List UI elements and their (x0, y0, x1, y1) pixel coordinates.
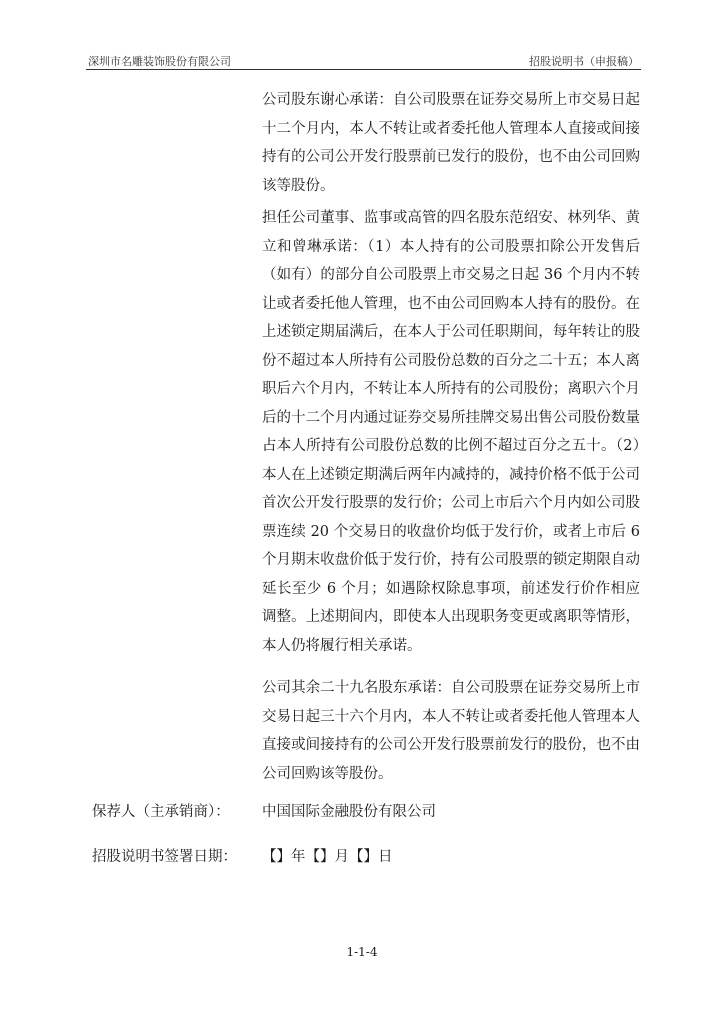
paragraph-shareholder-xiexin: 公司股东谢心承诺：自公司股票在证券交易所上市交易日起十二个月内，本人不转让或者委托他人管理本人直接或间接持有的公司公开发行股票前已发行的股份，也不由公司回购该等股份。 (262, 92, 640, 194)
paragraph-other-shareholders: 公司其余二十九名股东承诺：自公司股票在证券交易所上市交易日起三十六个月内，本人不转让或者委托他人管理本人直接或间接持有的公司公开发行股票前发行的股份，也不由公司回购该等股份。 (262, 680, 640, 782)
sponsor-value: 中国国际金融股份有限公司 (262, 804, 436, 820)
signing-date-value: 【】年【】月【】日 (262, 849, 393, 865)
signing-date-label: 招股说明书签署日期： (92, 849, 237, 865)
header-document-title: 招股说明书（申报稿） (529, 55, 639, 68)
header-company-name: 深圳市名雕装饰股份有限公司 (88, 55, 231, 68)
page-number: 1-1-4 (346, 945, 378, 959)
paragraph-director-shareholders: 担任公司董事、监事或高管的四名股东范绍安、林列华、黄立和曾琳承诺：（1）本人持有的公司股票扣除公开发售后（如有）的部分自公司股票上市交易之日起 36 个月内不转让或者委托他人管理，也不由公司回购本人持有的股份。在上述锁定期届满后，在本人于公司任职期间，每年转让的股份不超过本人所持有公司股份总数的百分之二十五；本人离职后六个月内，不转让本人所持有的公司股份；离职六个月后的十二个月内通过证券交易所挂牌交易出售公司股份数量占本人所持有公司股份总数的比例不超过百分之五十。（2）本人在上述锁定期满后两年内减持的，减持价格不低于公司首次公开发行股票的发行价；公司上市后六个月内如公司股票连续 20 个交易日的收盘价均低于发行价，或者上市后 6 个月期末收盘价低于发行价，持有公司股票的锁定期限自动延长至少 6 个月；如遇除权除息事项，前述发行价作相应调整。上述期间内，即使本人出现职务变更或离职等情形，本人仍将履行相关承诺。 (262, 210, 640, 654)
sponsor-label: 保荐人（主承销商）： (92, 804, 230, 820)
page-header (86, 50, 641, 70)
